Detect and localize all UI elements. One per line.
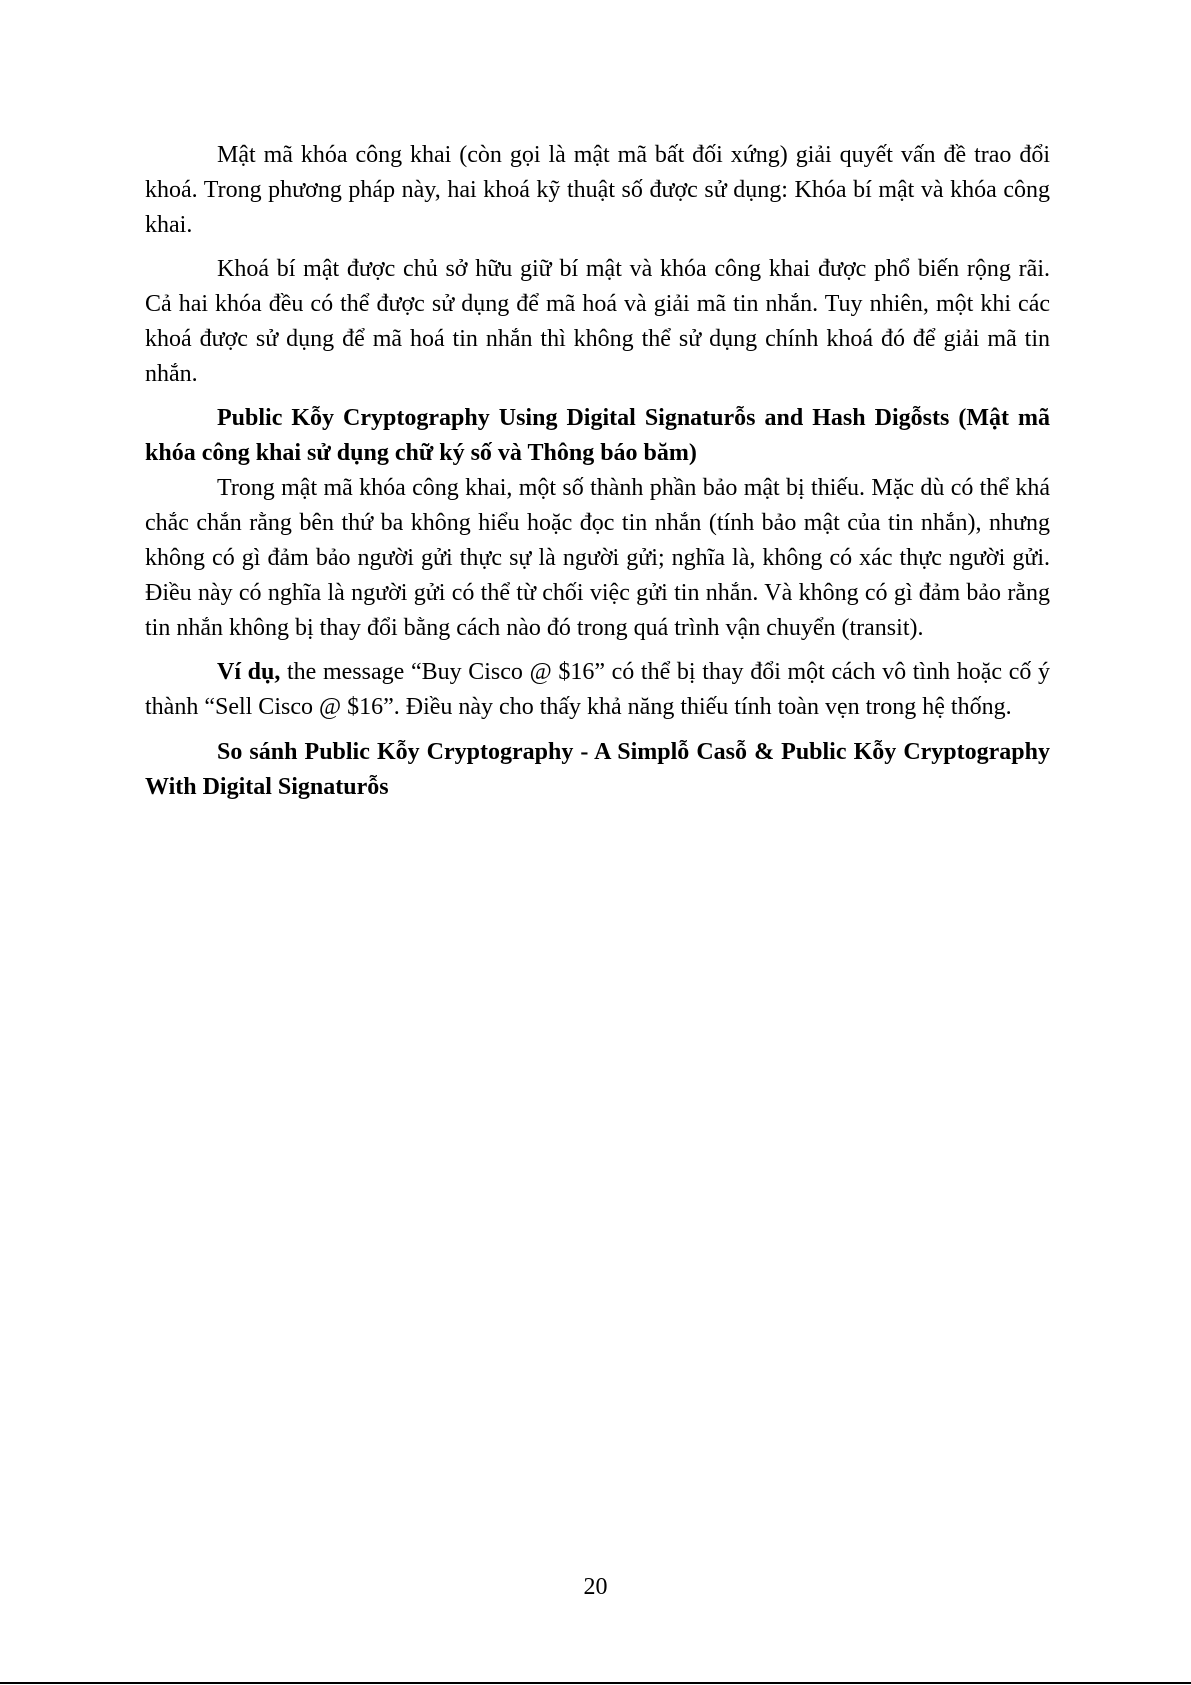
bottom-rule [0,1682,1191,1684]
paragraph-private-key: Khoá bí mật được chủ sở hữu giữ bí mật và khóa công khai được phổ biến rộng rãi. Cả hai khóa đều có thể được sử dụng để mã hoá và giải mã tin nhắn. Tuy nhiên, một khi các khoá được sử dụng để mã hoá tin nhắn thì không thể sử dụng chính khoá đó để giải mã tin nhắn. [145,256,1050,387]
section-heading-comparison: So sánh Public Kỗy Cryptography - A Simplỗ Casỗ & Public Kỗy Cryptography With Digital Signaturỗs [145,739,1050,800]
page-number: 20 [583,1574,608,1600]
paragraph-example [145,655,1050,725]
page-body [145,138,1050,805]
section-heading-digital-signatures: Public Kỗy Cryptography Using Digital Signaturỗs and Hash Digỗsts (Mật mã khóa công khai sử dụng chữ ký số và Thông báo băm) [145,405,1050,466]
example-lead: Ví dụ, [217,659,281,685]
paragraph-missing-security: Trong mật mã khóa công khai, một số thành phần bảo mật bị thiếu. Mặc dù có thể khá chắc chắn rằng bên thứ ba không hiểu hoặc đọc tin nhắn (tính bảo mật của tin nhắn), nhưng không có gì đảm bảo người gửi thực sự là người gửi; nghĩa là, không có xác thực người gửi. Điều này có nghĩa là người gửi có thể từ chối việc gửi tin nhắn. Và không có gì đảm bảo rằng tin nhắn không bị thay đổi bằng cách nào đó trong quá trình vận chuyển (transit). [145,475,1050,641]
example-text: the message “Buy Cisco @ $16” có thể bị thay đổi một cách vô tình hoặc cố ý thành “Sell Cisco @ $16”. Điều này cho thấy khả năng thiếu tính toàn vẹn trong hệ thống. [145,659,1051,720]
paragraph-public-key-intro: Mật mã khóa công khai (còn gọi là mật mã bất đối xứng) giải quyết vấn đề trao đổi khoá. Trong phương pháp này, hai khoá kỹ thuật số được sử dụng: Khóa bí mật và khóa công khai. [145,142,1050,238]
